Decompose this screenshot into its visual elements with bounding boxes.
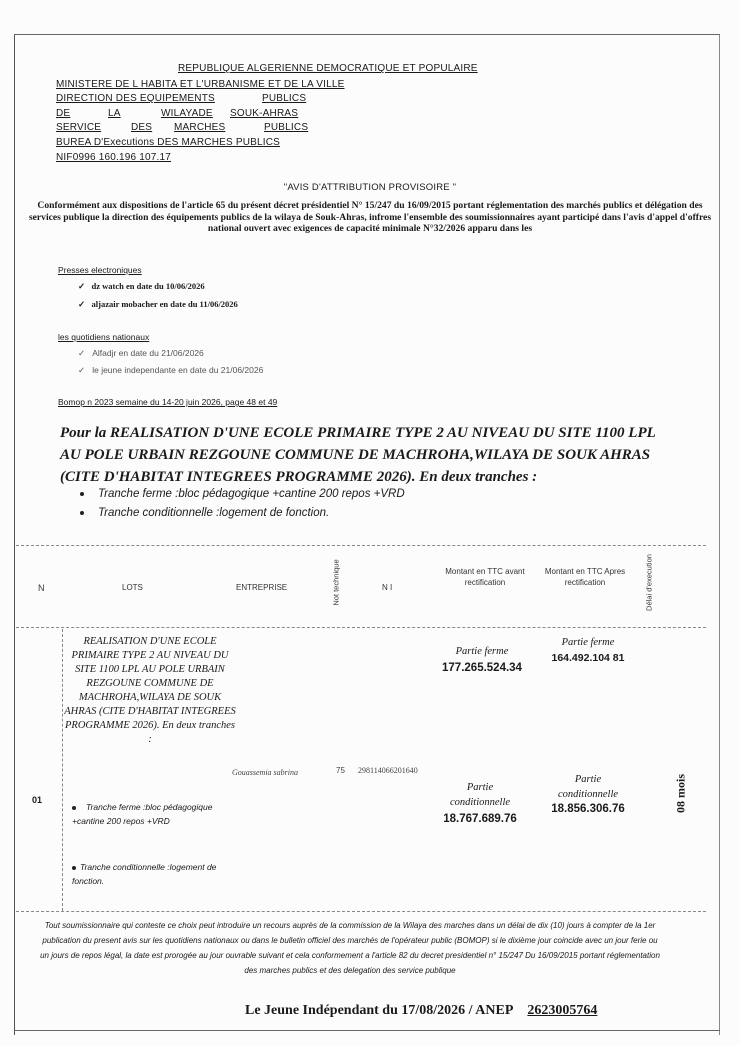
nif-value: 298114066201640 <box>358 766 418 775</box>
table-bottom-rule <box>16 911 706 912</box>
lot-bullet <box>72 800 232 828</box>
col-header-nif: N I <box>382 583 393 592</box>
electronic-press-text: dz watch en date du 10/06/2026 <box>91 281 205 291</box>
notice-title: "AVIS D'ATTRIBUTION PROVISOIRE " <box>283 182 457 193</box>
daily-press-text: Alfadjr en date du 21/06/2026 <box>92 348 204 358</box>
lot-bullet <box>72 860 232 888</box>
appeal-notice: Tout soumissionnaire qui conteste ce choix peut introduire un recours auprès de la commission de la Wilaya des marches dans un délai de dix (10) jours à compter de la 1er publication du present avis sur les quotidiens nationaux ou dans le bulletin officiel des marchés de l'opérateur public (BOMOP) si le dixième jour coincide avec un jour ferie ou un jours de repos légal, la date est prorogée au jour ouvrable suivant et cela conformement a l'article 82 du decret presidentiel n° 15/247 Du 16/09/2015 portant réglementation des marches publics et des delegation des service publique <box>40 921 660 975</box>
electronic-press-text: aljazair mobacher en date du 11/06/2026 <box>91 299 238 309</box>
col-header-after: Montant en TTC Apres rectification <box>544 567 626 587</box>
service-heading-3: MARCHES <box>174 122 226 133</box>
col-header-lots: LOTS <box>122 583 143 592</box>
bullet-icon <box>80 492 84 496</box>
daily-press-item: ✓ Alfadjr en date du 21/06/2026 <box>78 348 204 358</box>
publication-code: 2623005764 <box>527 1003 598 1018</box>
col-header-before: Montant en TTC avant rectification <box>445 567 525 587</box>
col-header-note: Not technique <box>331 559 341 606</box>
bullet-icon <box>72 806 76 810</box>
service-heading-1: SERVICE <box>56 122 102 133</box>
tranche-text: Tranche ferme :bloc pédagogique +cantine 200 repos +VRD <box>98 488 405 500</box>
cond-label-after: Partie conditionnelle <box>557 774 619 800</box>
electronic-press-title: Presses electroniques <box>58 265 142 275</box>
wilaya-heading-2: LA <box>108 108 121 119</box>
nif-heading: NIF0996 160.196 107.17 <box>56 152 172 163</box>
direction-heading-2: PUBLICS <box>262 93 307 104</box>
table-top-rule <box>16 545 706 546</box>
project-title: Pour la REALISATION D'UNE ECOLE PRIMAIRE TYPE 2 AU NIVEAU DU SITE 1100 LPL AU POLE URBAIN REZGOUNE COMMUNE DE MACHROHA,WILAYA DE SOUK AHRAS (CITE D'HABITAT INTEGREES PROGRAMME 2026). En deux tranches : <box>60 425 656 485</box>
entreprise-name: Gouassemia sabrina <box>232 768 299 777</box>
ferme-label-after: Partie ferme <box>561 637 615 648</box>
bomop-reference: Bomop n 2023 semaine du 14-20 juin 2026, page 48 et 49 <box>58 397 278 407</box>
lot-title: REALISATION D'UNE ECOLE PRIMAIRE TYPE 2 AU NIVEAU DU SITE 1100 LPL AU POLE URBAIN REZGOUNE COMMUNE DE MACHROHA,WILAYA DE SOUK AHRAS (CITE D'HABITAT INTEGREES PROGRAMME 2026). En deux tranches : <box>64 636 236 745</box>
republic-heading: REPUBLIQUE ALGERIENNE DEMOCRATIQUE ET POPULAIRE <box>178 63 478 74</box>
wilaya-heading-3: WILAYADE <box>161 108 213 119</box>
publication-source: Le Jeune Indépendant du 17/08/2026 / ANEP <box>245 1003 514 1018</box>
col-header-n: N <box>38 583 45 593</box>
lot-bullet-text: Tranche conditionnelle :logement de fonction. <box>72 862 217 886</box>
daily-press-title: les quotidiens nationaux <box>58 332 150 342</box>
bullet-icon <box>72 866 76 870</box>
direction-heading-1: DIRECTION DES EQUIPEMENTS <box>56 93 215 104</box>
col-header-entreprise: ENTREPRISE <box>236 583 288 592</box>
lot-bullet-text: Tranche ferme :bloc pédagogique +cantine 200 repos +VRD <box>72 802 213 826</box>
row-number: 01 <box>32 795 43 805</box>
cond-amount-before: 18.767.689.76 <box>443 813 517 825</box>
ferme-amount-after: 164.492.104 81 <box>551 652 625 664</box>
ferme-amount-before: 177.265.524.34 <box>442 662 522 674</box>
col-header-delay: Délai d'execution <box>644 554 654 611</box>
cond-amount-after: 18.856.306.76 <box>551 803 625 815</box>
notice-intro: Conformément aux dispositions de l'article 65 du présent décret présidentiel N° 15/247 du 16/09/2015 portant réglementation des marchés publics et délégation des services publique la direction des équipements publics de la wilaya de Souk-Ahras, infrome l'ensemble des soumissionnaires ayant participé dans l'avis d'appel d'offres national ouvert avec exigences de capacité minimale N°32/2026 apparu dans les <box>28 200 712 235</box>
publication-line <box>245 1003 597 1019</box>
service-heading-4: PUBLICS <box>264 122 309 133</box>
electronic-press-item: ✓ aljazair mobacher en date du 11/06/2026 <box>78 299 238 309</box>
daily-press-item: ✓ le jeune independante en date du 21/06/2026 <box>78 365 264 375</box>
ferme-label-before: Partie ferme <box>455 646 509 657</box>
delay-value: 08 mois <box>673 774 688 813</box>
cond-label-before: Partie conditionnelle <box>449 782 511 808</box>
bullet-icon <box>80 511 84 515</box>
table-header-rule <box>16 627 706 628</box>
electronic-press-item: ✓ dz watch en date du 10/06/2026 <box>78 281 205 291</box>
tranche-item <box>80 507 329 519</box>
bottom-rule <box>14 1030 720 1031</box>
wilaya-heading-4: SOUK-AHRAS <box>230 108 299 119</box>
bureau-heading: BUREA D'Executions DES MARCHES PUBLICS <box>56 137 281 148</box>
daily-press-text: le jeune independante en date du 21/06/2026 <box>92 365 264 375</box>
tranche-text: Tranche conditionnelle :logement de fonction. <box>98 507 330 519</box>
tranche-item <box>80 488 405 500</box>
technical-note: 75 <box>336 766 345 775</box>
ministry-heading: MINISTERE DE L HABITA ET L'URBANISME ET DE LA VILLE <box>56 79 345 90</box>
service-heading-2: DES <box>131 122 153 133</box>
wilaya-heading-1: DE <box>56 108 71 119</box>
